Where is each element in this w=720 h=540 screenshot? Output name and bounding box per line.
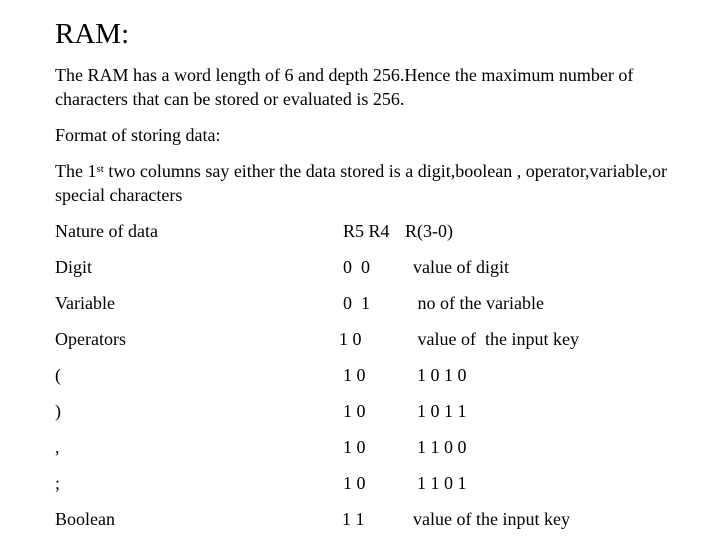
table-cell-r5r4: 1 0 [343,401,366,421]
table-row [55,362,695,388]
table-row [55,398,695,424]
columns-description [55,159,695,207]
table-cell-r30: 1 1 0 0 [417,437,467,457]
table-cell-nature: , [55,437,60,457]
intro-paragraph: The RAM has a word length of 6 and depth 256.Hence the maximum number of characters that can be stored or evaluated is 256. [55,65,634,109]
table-cell-nature: ( [55,365,61,385]
table-cell-r30: no of the variable [413,293,544,313]
table-cell-r5r4: 1 0 [339,329,362,349]
table-row [55,290,695,316]
ordinal-superscript: st [96,163,104,175]
columns-description-post: two columns say either the data stored is a digit,boolean , operator,variable,or special characters [55,161,667,205]
table-cell-r30: 1 0 1 1 [417,401,467,421]
table-cell-r5r4: 0 0 [343,257,370,277]
table-cell-r30: value of the input key [413,329,579,349]
table-cell-nature: ) [55,401,61,421]
table-cell-nature: Digit [55,257,93,277]
table-cell-r5r4: 1 1 [342,509,365,529]
table-cell-r30: 1 1 0 1 [417,473,467,493]
table-cell-r5r4: 1 0 [343,365,366,385]
header-nature-of-data: Nature of data [55,221,158,241]
table-row [55,254,695,280]
table-row [55,434,695,460]
format-heading: Format of storing data: [55,125,221,145]
table-cell-r30: 1 0 1 0 [417,365,467,385]
table-row [55,506,695,532]
table-cell-nature: Operators [55,329,126,349]
table-cell-nature: Variable [55,293,115,313]
table-cell-r30: value of digit [413,257,509,277]
table-row [55,326,695,352]
table-cell-r5r4: 0 1 [343,293,370,313]
slide-title: RAM: [55,18,130,50]
table-cell-r5r4: 1 0 [343,437,366,457]
header-r5-r4: R5 R4 [343,221,390,241]
table-cell-r5r4: 1 0 [343,473,366,493]
table-cell-nature: Boolean [55,509,115,529]
header-r3-0: R(3-0) [405,221,453,241]
table-row [55,470,695,496]
table-cell-r30: value of the input key [413,509,570,529]
table-cell-nature: ; [55,473,61,493]
table-header-row [55,218,695,244]
columns-description-pre: The 1 [55,161,97,181]
